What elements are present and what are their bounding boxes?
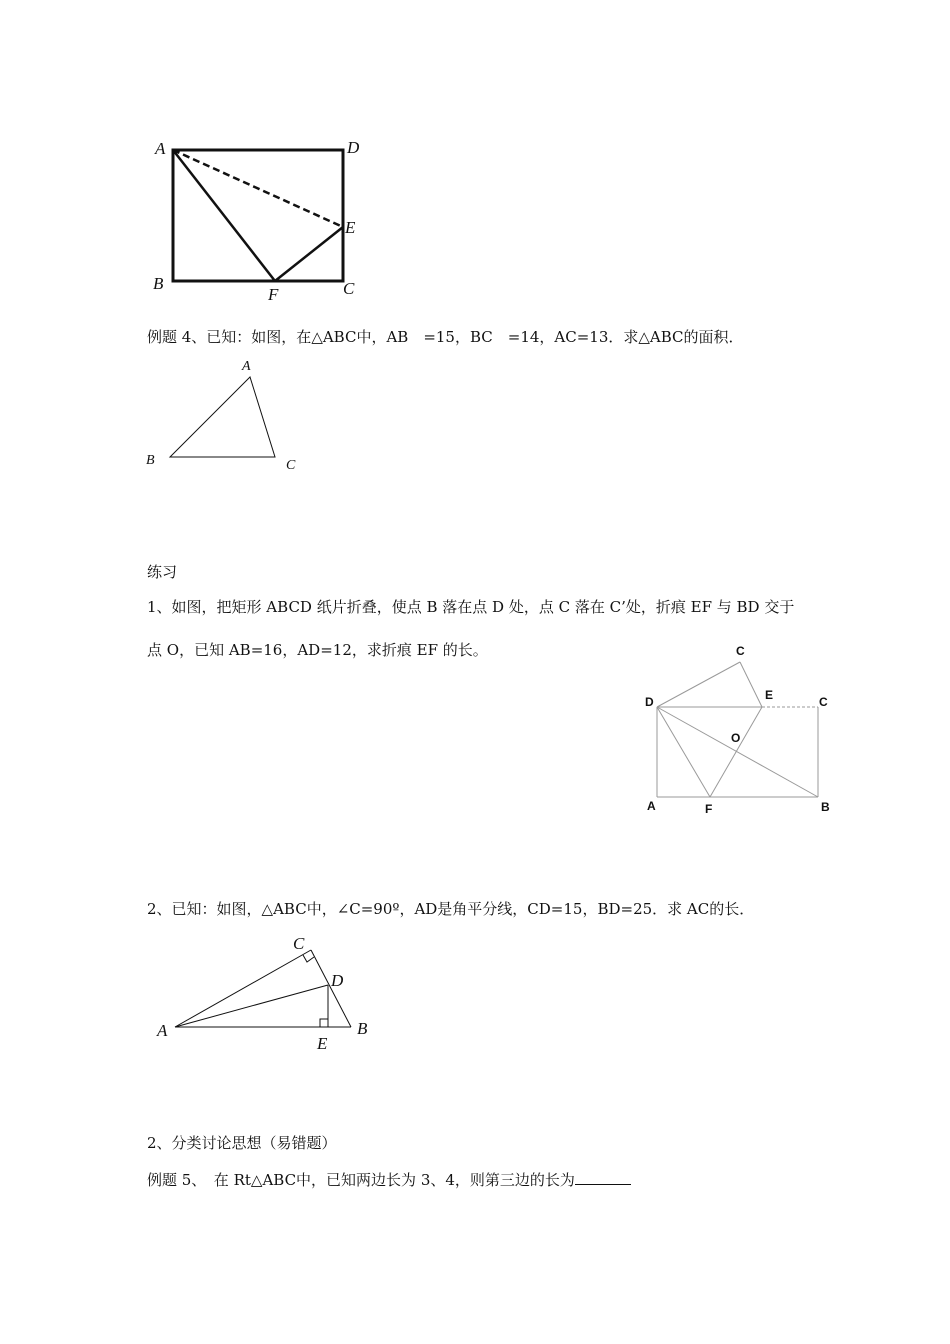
crease-ef xyxy=(710,707,762,797)
segment-fe xyxy=(275,227,343,281)
example5-line xyxy=(147,1170,631,1190)
label-e: E xyxy=(317,1034,328,1053)
diagonal-bd xyxy=(657,707,818,797)
label-d: D xyxy=(347,138,360,157)
label-c: C xyxy=(293,934,305,953)
example5-text: 例题 5、 在 Rt△ABC中，已知两边长为 3、4，则第三边的长为 xyxy=(147,1171,575,1189)
triangle-abc xyxy=(170,377,275,457)
right-angle-mark-c xyxy=(303,955,314,962)
label-f: F xyxy=(705,802,713,816)
practice-heading: 练习 xyxy=(147,563,178,581)
label-c: C xyxy=(819,695,828,709)
label-c: C xyxy=(343,279,355,298)
label-b: B xyxy=(153,274,164,293)
label-f: F xyxy=(268,285,279,304)
label-d: D xyxy=(331,971,344,990)
label-b: B xyxy=(357,1019,368,1038)
example4-text: 例题 4、已知：如图，在△ABC中，AB =15，BC =14，AC=13．求△ABC的面积． xyxy=(147,328,744,346)
label-o: O xyxy=(731,731,741,745)
label-c-prime: C xyxy=(736,644,745,658)
section2-heading: 2、分类讨论思想（易错题） xyxy=(147,1134,337,1152)
exercise2-text: 2、已知：如图，△ABC中，∠C=90º，AD是角平分线，CD=15，BD=25．求 AC的长． xyxy=(147,900,755,918)
right-angle-mark-e xyxy=(320,1019,328,1027)
label-a: A xyxy=(155,139,166,158)
label-e: E xyxy=(765,688,774,702)
label-b: B xyxy=(821,800,830,814)
segment-dc-prime xyxy=(657,662,740,707)
segment-c-prime-e xyxy=(740,662,762,707)
folded-rectangle-figure xyxy=(640,640,840,820)
label-a: A xyxy=(647,799,656,813)
dashed-segment-ae xyxy=(173,150,343,227)
exercise1-line1: 1、如图，把矩形 ABCD 纸片折叠，使点 B 落在点 D 处，点 C 落在 C’处，折痕 EF 与 BD 交于 xyxy=(147,598,795,616)
label-a: A xyxy=(242,359,251,374)
triangle-figure xyxy=(140,350,320,480)
exercise1-line2: 点 O，已知 AB=16，AD=12，求折痕 EF 的长。 xyxy=(147,641,488,659)
label-b: B xyxy=(146,453,155,468)
segment-df xyxy=(657,707,710,797)
right-triangle-figure xyxy=(150,930,390,1060)
label-d: D xyxy=(645,695,654,709)
bisector-ad xyxy=(175,985,328,1027)
answer-blank xyxy=(575,1170,631,1185)
label-e: E xyxy=(345,218,356,237)
segment-af xyxy=(173,150,275,281)
label-c: C xyxy=(286,458,296,473)
rectangle-fold-figure xyxy=(140,130,380,305)
label-a: A xyxy=(157,1021,168,1040)
segment-ac xyxy=(175,950,311,1027)
